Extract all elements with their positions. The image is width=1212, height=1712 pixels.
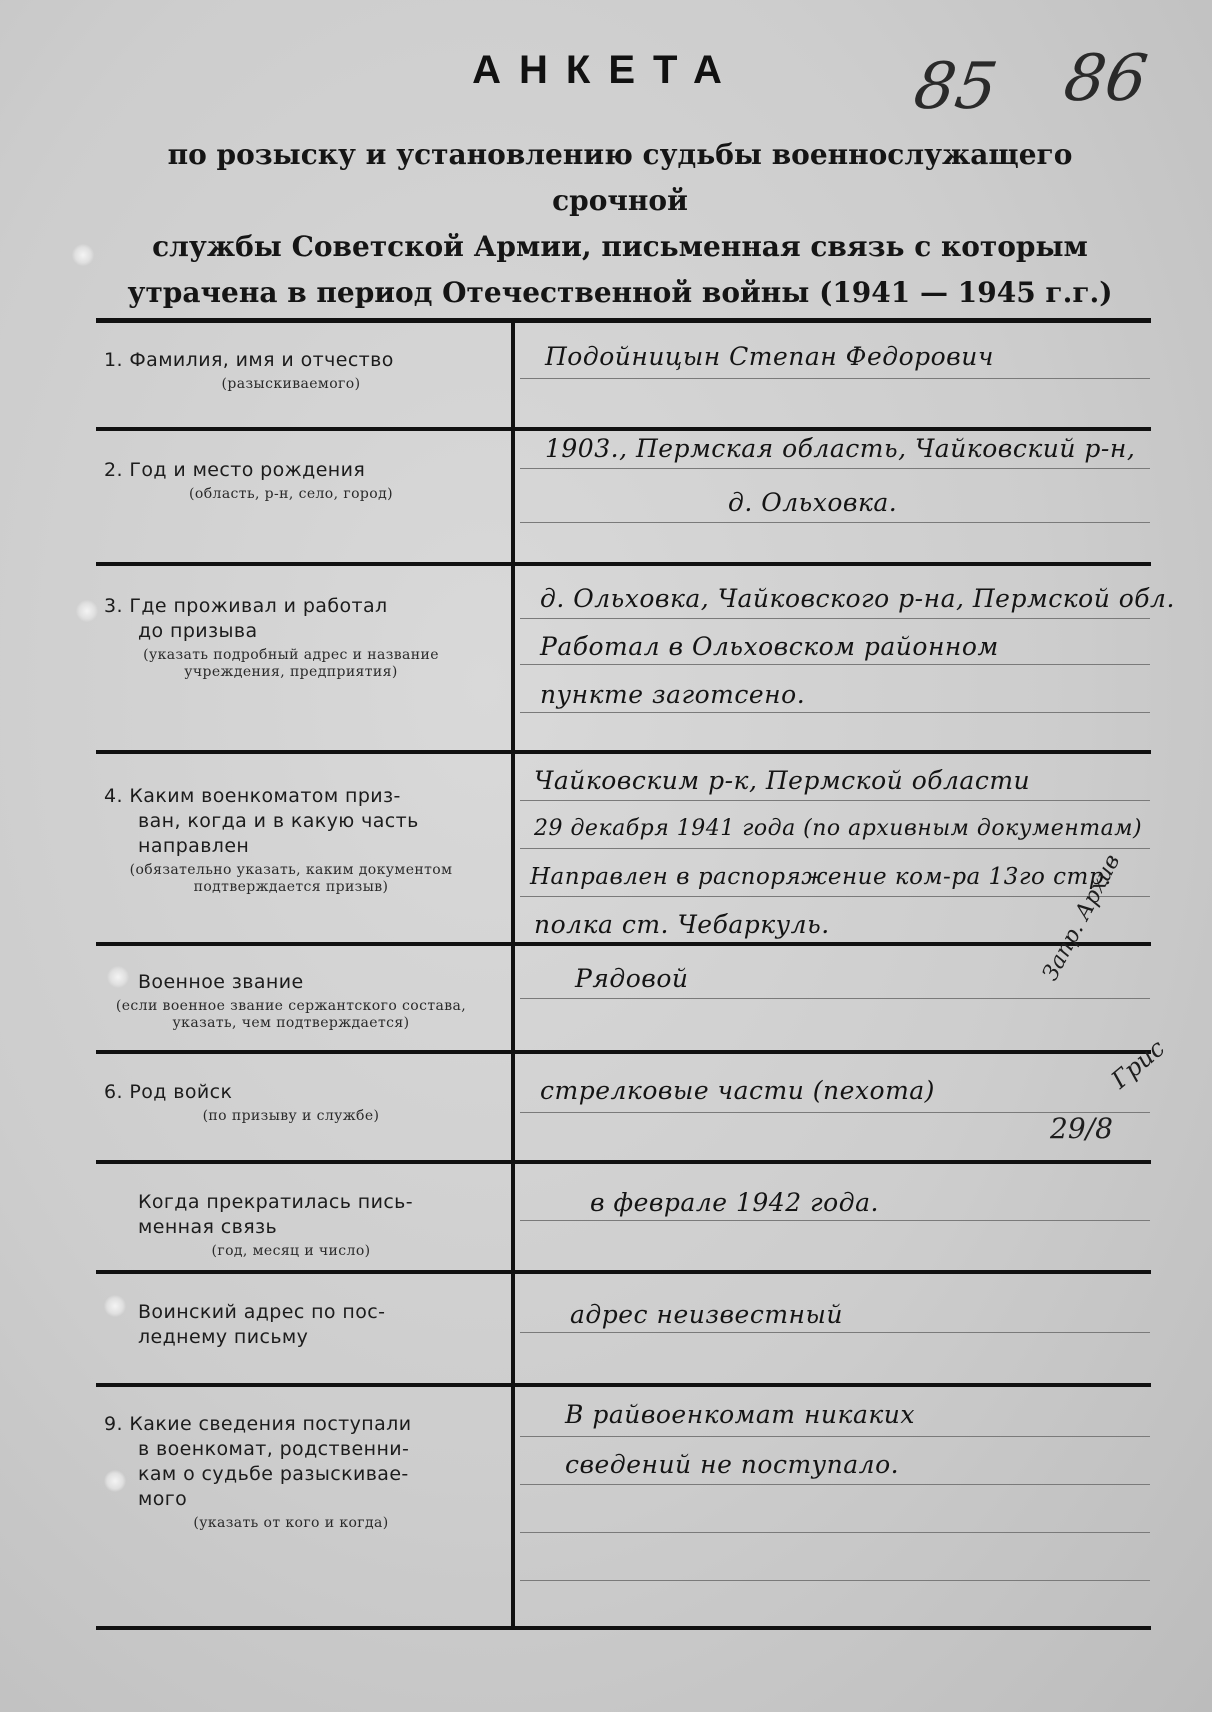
answer-rule xyxy=(520,1484,1150,1485)
answer-8-line: адрес неизвестный xyxy=(570,1300,843,1329)
question-label: Военное звание xyxy=(138,971,304,993)
answer-rule xyxy=(520,896,1150,897)
margin-note-archive: Запр. Архив xyxy=(1037,850,1126,985)
row-divider xyxy=(96,942,1151,946)
answer-rule xyxy=(520,1436,1150,1437)
answer-2-line: 1903., Пермская область, Чайковский р-н, xyxy=(545,434,1136,463)
answer-rule xyxy=(520,522,1150,523)
question-note: (обязательно указать, каким документом подтверждается призыв) xyxy=(129,862,453,895)
question-6 xyxy=(104,1080,478,1125)
question-3 xyxy=(104,594,478,681)
answer-rule xyxy=(520,664,1150,665)
question-9 xyxy=(104,1412,478,1532)
answer-rule xyxy=(520,1220,1150,1221)
page-number: 86 xyxy=(1059,42,1152,116)
question-label: направлен xyxy=(138,835,250,857)
question-label: 4. Каким военкоматом приз- xyxy=(104,785,401,807)
answer-rule xyxy=(520,378,1150,379)
answer-3-line: Работал в Ольховском районном xyxy=(540,632,999,661)
question-5 xyxy=(104,970,478,1032)
page-number-crossed: 85 xyxy=(909,50,1002,124)
answer-3-line: пункте заготсено. xyxy=(540,680,806,709)
answer-rule xyxy=(520,1580,1150,1581)
answer-4-line: Чайковским р-к, Пермской области xyxy=(534,766,1031,795)
answer-4-line: Направлен в распоряжение ком-ра 13го стр. xyxy=(530,864,1112,890)
row-divider xyxy=(96,427,1151,431)
question-note: (область, р-н, село, город) xyxy=(189,486,393,502)
question-note: (по призыву и службе) xyxy=(202,1108,380,1124)
question-label: леднему письму xyxy=(138,1326,309,1348)
row-divider xyxy=(96,1270,1151,1274)
question-label: Когда прекратилась пись- xyxy=(138,1191,414,1213)
punch-hole xyxy=(72,244,94,266)
question-label: менная связь xyxy=(138,1216,278,1238)
answer-1-line: Подойницын Степан Федорович xyxy=(545,342,994,371)
question-7 xyxy=(104,1190,478,1260)
column-divider xyxy=(511,318,515,1628)
answer-6-line: стрелковые части (пехота) xyxy=(540,1076,935,1105)
answer-7-line: в феврале 1942 года. xyxy=(590,1188,879,1217)
question-4 xyxy=(104,784,478,896)
answer-rule xyxy=(520,848,1150,849)
answer-2-line: д. Ольховка. xyxy=(728,488,898,517)
answer-5-line: Рядовой xyxy=(575,964,689,993)
table-border-bottom xyxy=(96,1626,1151,1630)
row-divider xyxy=(96,1383,1151,1387)
answer-rule xyxy=(520,618,1150,619)
margin-note-date: 29/8 xyxy=(1050,1112,1113,1145)
answer-rule xyxy=(520,1532,1150,1533)
question-label: 3. Где проживал и работал xyxy=(104,595,388,617)
punch-hole xyxy=(76,600,98,622)
answer-rule xyxy=(520,998,1150,999)
row-divider xyxy=(96,562,1151,566)
question-note: (год, месяц и число) xyxy=(211,1243,371,1259)
table-border-top xyxy=(96,318,1151,323)
margin-note-signature: Грис xyxy=(1106,1033,1171,1095)
answer-3-line: д. Ольховка, Чайковского р-на, Пермской обл. xyxy=(540,584,1175,613)
question-note: (если военное звание сержантского состава, указать, чем подтверждается) xyxy=(115,998,467,1031)
answer-rule xyxy=(520,1332,1150,1333)
question-label: 6. Род войск xyxy=(104,1081,233,1103)
answer-rule xyxy=(520,712,1150,713)
question-label: Воинский адрес по пос- xyxy=(138,1301,386,1323)
subtitle-line: службы Советской Армии, письменная связь с которым xyxy=(152,230,1088,263)
document-title: АНКЕТА xyxy=(472,48,740,92)
row-divider xyxy=(96,1160,1151,1164)
answer-9-line: сведений не поступало. xyxy=(565,1450,900,1479)
answer-4-line: 29 декабря 1941 года (по архивным документам) xyxy=(534,816,1143,841)
answer-9-line: В райвоенкомат никаких xyxy=(565,1400,915,1429)
answer-4-line: полка ст. Чебаркуль. xyxy=(534,910,830,939)
question-note: (разыскиваемого) xyxy=(221,376,361,392)
subtitle-line: утрачена в период Отечественной войны (1941 — 1945 г.г.) xyxy=(127,276,1113,309)
answer-rule xyxy=(520,800,1150,801)
answer-rule xyxy=(520,468,1150,469)
question-label: мого xyxy=(138,1488,188,1510)
row-divider xyxy=(96,750,1151,754)
document-subtitle xyxy=(100,132,1140,316)
question-note: (указать подробный адрес и название учреждения, предприятия) xyxy=(143,647,439,680)
question-label: 1. Фамилия, имя и отчество xyxy=(104,349,394,371)
question-8 xyxy=(104,1300,478,1350)
question-2 xyxy=(104,458,478,503)
subtitle-line: по розыску и установлению судьбы военнослужащего срочной xyxy=(167,138,1073,217)
question-label: 2. Год и место рождения xyxy=(104,459,366,481)
question-1 xyxy=(104,348,478,393)
row-divider xyxy=(96,1050,1151,1054)
question-label: кам о судьбе разыскивае- xyxy=(138,1463,409,1485)
question-label: ван, когда и в какую часть xyxy=(138,810,419,832)
question-note: (указать от кого и когда) xyxy=(193,1515,389,1531)
question-label: 9. Какие сведения поступали xyxy=(104,1413,412,1435)
question-label: до призыва xyxy=(138,620,258,642)
question-label: в военкомат, родственни- xyxy=(138,1438,410,1460)
